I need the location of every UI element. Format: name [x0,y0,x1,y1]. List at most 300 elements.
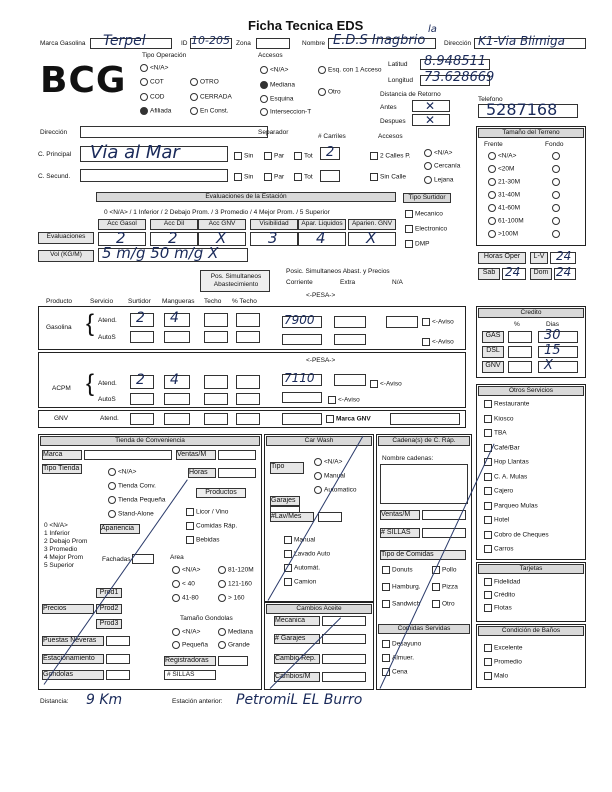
escala-item: 2 Debajo Prom [44,538,88,545]
tienda-fachadas-field[interactable] [132,554,154,564]
bano-condicion-item[interactable] [484,644,523,652]
cadena-sillas-field[interactable] [422,528,466,538]
bano-condicion-checkbox[interactable] [484,658,492,666]
eval-value: 4 [316,229,326,247]
otros-servicio-item[interactable] [484,531,549,539]
credito-dias-value: X [544,358,553,373]
accesos-na-opt[interactable]: <N/A> [424,149,452,157]
sab-value: 24 [505,265,521,279]
vol-value: 5 m/g 50 m/g X [102,244,219,262]
eval-col-header: Visibilidad [250,219,298,230]
cadena-nombre-label: Nombre cadenas: [382,455,434,462]
surtidor-electronico[interactable]: Electronico [405,225,447,233]
gas-surtidor-autos[interactable] [130,331,154,343]
terreno-fondo-option[interactable] [552,191,562,199]
otros-servicio-item[interactable] [484,516,509,524]
terreno-option-label: <N/A> [498,152,517,160]
head-pct-techo: % Techo [232,298,257,305]
tipo-operacion-label: Tipo Operación [142,52,187,59]
sillas-field[interactable]: # SILLAS [164,670,216,680]
eval-value: 2 [168,229,178,247]
escala-item: 1 Inferior [44,530,70,537]
acpm-pct-autos[interactable] [236,393,260,405]
gnv-precio[interactable] [282,413,322,425]
gas-autos-label: AutoS [98,334,116,341]
tienda-horas-field[interactable] [218,468,256,478]
fondo-radio[interactable] [552,230,560,238]
cadena-title: Cadena(s) de C. Ráp. [378,436,470,446]
tienda-ventas-field[interactable] [218,450,256,460]
gnv-surtidor[interactable] [130,413,154,425]
tienda-tipo-pequena[interactable]: Tienda Pequeña [108,496,165,504]
marca-gnv[interactable]: Marca GNV [326,415,371,423]
tarjeta-label: Fidelidad [494,578,521,586]
frente-label: Frente [484,141,503,148]
banos-title: Condición de Baños [478,626,584,636]
otros-servicio-item[interactable] [484,415,514,423]
frente-radio[interactable] [488,191,496,199]
eval-value: X [216,229,227,247]
gond-pequena[interactable]: Pequeña [172,641,208,649]
comida-donuts[interactable]: Donuts [382,566,413,574]
frente-radio[interactable] [488,178,496,186]
tarjeta-checkbox[interactable] [484,578,492,586]
latitud-value: 8.948511 [424,54,487,69]
acpm-label: ACPM [52,385,71,392]
accesos-esq-1-acceso[interactable]: Esq. con 1 Acceso [318,66,381,74]
bano-condicion-item[interactable] [484,672,508,680]
otros-servicio-checkbox[interactable] [484,487,492,495]
head-techo: Techo [204,298,222,305]
horas-oper-label: Horas Oper [478,252,526,264]
terreno-frente-option[interactable] [488,152,516,160]
credito-pct-field[interactable] [508,346,532,358]
comida-hamburg[interactable]: Hamburg. [382,583,421,591]
carriles-value: 2 [326,145,335,160]
escala-item: 4 Mejor Prom [44,554,84,561]
tarjetas-title: Tarjetas [478,564,584,574]
acpm-aviso[interactable]: <-Aviso [370,380,402,388]
zona-label: Zona [236,40,251,47]
otros-servicio-label: Cajero [494,487,514,495]
cadena-sillas-label: # SILLAS [380,528,420,538]
acpm-brace: { [86,370,95,397]
evaluaciones-row-label: Evaluaciones [38,232,94,244]
precio-na: N/A [392,279,403,286]
terreno-option-label: >100M [498,230,519,238]
gas-mang-autos[interactable] [164,331,190,343]
acpm-surtidor-autos[interactable] [130,393,154,405]
tipo-surtidor-header: Tipo Surtidor [403,193,451,203]
precio-extra: Extra [340,279,356,286]
carwash-tipo-label: Tipo [270,462,304,474]
eval-col-header: Acc GNV [198,219,246,230]
fondo-radio[interactable] [552,217,560,225]
servida-desayuno[interactable]: Desayuno [382,640,421,648]
marca-value: Terpel [103,33,146,49]
eval-value: 2 [116,229,126,247]
tienda-fachadas-label: Fachadas [102,556,131,563]
frente-radio[interactable] [488,217,496,225]
tienda-tipo-label: Tipo Tienda [42,464,82,474]
credito-title: Credito [478,308,584,318]
terreno-frente-option[interactable] [488,217,524,225]
puestas-neveras-label: Puestas Neveras [42,636,104,646]
otros-servicio-item[interactable] [484,545,514,553]
cambio-rep-label: Cambio Rep. [274,654,320,664]
evaluaciones-header: Evaluaciones de la Estación [96,192,396,202]
terreno-fondo-option[interactable] [552,230,562,238]
carwash-opt-manual[interactable]: Manual [284,536,315,544]
accesos-lejana[interactable]: Lejana [424,176,454,184]
nombre-extra: la [428,24,437,35]
frente-radio[interactable] [488,204,496,212]
registradoras-label: Registradoras [164,656,216,666]
tipo-op-afiliada[interactable]: Afiliada [140,107,171,115]
tamano-terreno-title: Tamaño del Terreno [478,128,584,138]
otros-servicio-label: Café/Bar [494,444,520,452]
otros-servicio-item[interactable] [484,400,529,408]
acpm-surtidor-value: 2 [136,372,145,388]
secundaria-field[interactable] [80,169,228,182]
area-121-160[interactable]: 121-160 [218,580,252,588]
tienda-bebidas[interactable]: Bebidas [186,536,220,544]
id-label: ID [181,40,188,47]
telefono-value: 5287168 [486,100,558,119]
dom-label: Dom [530,268,552,280]
secundaria-par[interactable]: Par [264,173,284,181]
otros-servicio-checkbox[interactable] [484,400,492,408]
tienda-tipo-na[interactable]: <N/A> [108,468,136,476]
principal-par[interactable]: Par [264,152,284,160]
escala-item: 0 <N/A> [44,522,68,529]
comida-pollo[interactable]: Pollo [432,566,456,574]
prod3-label: Prod3 [96,619,122,629]
terreno-option-label: <20M [498,165,515,173]
credito-row-label: DSL [482,346,504,358]
terreno-fondo-option[interactable] [552,217,562,225]
cadena-ventas-label: Ventas/M [380,510,420,520]
cambio-aceite-title: Cambios Aceite [266,604,372,614]
registradoras-field[interactable] [218,656,248,666]
servida-cena[interactable]: Cena [382,668,408,676]
gas-precio-extra[interactable] [334,316,366,328]
credito-dias-head: Dias [546,321,560,328]
tipo-op-na[interactable]: <N/A> [140,64,168,72]
tarjeta-item[interactable] [484,591,515,599]
gond-na[interactable]: <N/A> [172,628,200,636]
form-title: Ficha Tecnica EDS [248,18,364,33]
terreno-fondo-option[interactable] [552,165,562,173]
otros-servicio-checkbox[interactable] [484,516,492,524]
gnv-label: GNV [54,415,69,422]
accesos-esquina[interactable]: Esquina [260,95,294,103]
terreno-frente-option[interactable] [488,178,520,186]
mecanica-field[interactable] [322,616,366,626]
eval-value: X [366,229,377,247]
principal-label: C. Principal [38,151,72,158]
otros-servicio-item[interactable] [484,429,507,437]
acpm-precio-extra[interactable] [334,374,366,386]
precio-corriente: Corriente [286,279,313,286]
tipo-op-cod[interactable]: COD [140,93,164,101]
area-lt40[interactable]: < 40 [172,580,195,588]
precios-label: Precios [42,604,94,614]
otros-servicio-checkbox[interactable] [484,473,492,481]
gas-precio2-extra[interactable] [334,334,366,345]
fondo-radio[interactable] [552,152,560,160]
tam-gondolas-label: Tamaño Gondolas [180,615,233,622]
longitud-label: Longitud [388,77,413,84]
servida-almuerzo[interactable]: Almuer. [382,654,414,662]
accesos-na[interactable]: <N/A> [260,66,288,74]
terreno-frente-option[interactable] [488,165,514,173]
tipo-op-cot[interactable]: COT [140,78,164,86]
longitud-value: 73.628669 [424,70,495,85]
estacion-value: PetromiL EL Burro [236,692,363,708]
distancia-value: 9 Km [86,692,123,708]
estacionamiento-label: Estacionamiento [42,654,104,664]
frente-radio[interactable] [488,152,496,160]
fondo-radio[interactable] [552,191,560,199]
head-servicio: Servicio [90,298,114,305]
credito-pct-field[interactable] [508,331,532,343]
marca-gnv-field[interactable] [390,413,460,425]
gas-pct-atend[interactable] [236,313,260,327]
otros-servicio-label: Hop Llantas [494,458,529,466]
gas-precio-value: 7900 [284,313,315,327]
cadena-nombre-field[interactable] [380,464,468,504]
carwash-lavmes-label: #Lav/Mes [270,512,314,522]
otros-servicio-label: Hotel [494,516,510,524]
zona-field[interactable] [256,38,290,49]
secundaria-sin[interactable]: Sin [234,173,253,181]
area-81-120[interactable]: 81-120M [218,566,254,574]
tarjeta-item[interactable] [484,604,512,612]
dos-calles-p[interactable]: 2 Calles P. [370,152,411,160]
tienda-marca-field[interactable] [84,450,172,460]
terreno-option-label: 61-100M [498,217,524,225]
head-surtidor: Surtidor [128,298,151,305]
escala-item: 3 Promedio [44,546,78,553]
gnv-techo[interactable] [204,413,228,425]
pos-sim-label: Pos. Simultaneos Abastecimiento [210,273,262,288]
gas-aviso2[interactable]: <-Aviso [422,338,454,346]
carwash-opt-lavado[interactable]: Lavado Auto [284,550,330,558]
garajes-field[interactable] [322,634,366,644]
distancia-label: Distancia: [40,698,69,705]
surtidor-mecanico[interactable]: Mecanico [405,210,443,218]
carwash-title: Car Wash [266,436,372,446]
sab-label: Sab [478,268,500,280]
tienda-licor[interactable]: Licor / Vino [186,508,228,516]
tipo-op-en-const[interactable]: En Const. [190,107,229,115]
tienda-comidas[interactable]: Comidas Ráp. [186,522,237,530]
comidas-servidas-label: Comidas Servidas [378,624,470,634]
carwash-garajes-label: Garajes [270,496,300,506]
accesos-mediana[interactable]: Mediana [260,81,295,89]
fondo-radio[interactable] [552,204,560,212]
terreno-option-label: 31-40M [498,191,521,199]
despues-x: ✕ [425,113,436,127]
area-41-80[interactable]: 41-80 [172,594,199,602]
otros-servicio-item[interactable] [484,502,538,510]
nombre-value: E.D.S Inagbrio [333,33,426,48]
acpm-precio-value: 7110 [284,371,315,385]
terreno-frente-option[interactable] [488,204,520,212]
comida-pizza[interactable]: Pizza [432,583,458,591]
otros-servicio-checkbox[interactable] [484,531,492,539]
carwash-opt-automat[interactable]: Automát. [284,564,320,572]
acpm-techo-autos[interactable] [204,393,228,405]
acpm-mang-value: 4 [170,372,179,388]
accesos-cercania[interactable]: Cercanía [424,162,460,170]
carwash-auto[interactable]: Automatico [314,486,357,494]
estacionamiento-field[interactable] [106,654,130,664]
terreno-fondo-option[interactable] [552,178,562,186]
gas-techo-autos[interactable] [204,331,228,343]
gnv-mang[interactable] [164,413,190,425]
area-na[interactable]: <N/A> [172,566,200,574]
gondolas-label: Gondolas [42,670,104,680]
gas-surtidor-value: 2 [136,310,145,326]
tarjeta-item[interactable] [484,578,520,586]
tienda-tipo-conv[interactable]: Tienda Conv. [108,482,156,490]
frente-radio[interactable] [488,165,496,173]
bano-condicion-label: Malo [494,672,509,680]
tarjeta-label: Flotas [494,604,512,612]
cambio-rep-field[interactable] [322,654,366,664]
otros-servicio-item[interactable] [484,458,529,466]
carwash-manual[interactable]: Manual [314,472,345,480]
gas-techo-atend[interactable] [204,313,228,327]
gas-precio-na[interactable] [386,316,418,328]
fondo-radio[interactable] [552,178,560,186]
gas-aviso[interactable]: <-Aviso [422,318,454,326]
gond-grande[interactable]: Grande [218,641,250,649]
principal-tot[interactable]: Tot [294,152,313,160]
comida-sandwich[interactable]: Sandwich [382,600,420,608]
otros-servicio-label: Parqueo Mulas [494,502,538,510]
acpm-aviso2[interactable]: <-Aviso [328,396,360,404]
estacion-label: Estación anterior: [172,698,223,705]
carwash-lavmes-field[interactable] [318,512,342,522]
id-value: 10-205 [191,34,230,47]
gasolina-brace: { [86,310,95,337]
secundaria-label: C. Secund. [38,173,71,180]
tienda-tipo-stand[interactable]: Stand-Alone [108,510,154,518]
evaluaciones-scale: 0 <N/A> / 1 Inferior / 2 Debajo Prom. / 3 Promedio / 4 Mejor Prom. / 5 Superior [104,209,330,216]
bano-condicion-checkbox[interactable] [484,672,492,680]
surtidor-dmp[interactable]: DMP [405,240,429,248]
terreno-frente-option[interactable] [488,230,518,238]
accesos-otro[interactable]: Otro [318,88,341,96]
carwash-opt-camion[interactable]: Camion [284,578,316,586]
direccion-label: Dirección [40,129,68,136]
terreno-option-label: 41-60M [498,204,521,212]
tarjeta-checkbox[interactable] [484,591,492,599]
terreno-fondo-option[interactable] [552,152,562,160]
comida-otro[interactable]: Otro [432,600,455,608]
acpm-atend-label: Atend. [98,380,117,387]
vol-label: Vol (KG/M) [38,250,94,262]
tarjeta-label: Crédito [494,591,515,599]
tipo-op-otro[interactable]: OTRO [190,78,219,86]
acpm-techo-atend[interactable] [204,375,228,389]
principal-value: Via al Mar [90,142,180,163]
sin-calle[interactable]: Sin Calle [370,173,406,181]
accesos-label: Accesos [258,52,283,59]
dir-label: Dirección [444,40,472,47]
head-mangueras: Mangueras [162,298,195,305]
gond-mediana[interactable]: Mediana [218,628,253,636]
tarjeta-checkbox[interactable] [484,604,492,612]
secundaria-tot[interactable]: Tot [294,173,313,181]
tipo-op-cerrada[interactable]: CERRADA [190,93,232,101]
cambios-m-label: Cambios/M [274,672,320,682]
terreno-option-label: 21-30M [498,178,521,186]
lv-label: L-V [530,252,548,264]
otros-servicio-checkbox[interactable] [484,502,492,510]
otros-servicio-checkbox[interactable] [484,545,492,553]
terreno-fondo-option[interactable] [552,204,562,212]
terreno-frente-option[interactable] [488,191,520,199]
eval-col-header: Apar. Liquidos [298,219,346,230]
bano-condicion-checkbox[interactable] [484,644,492,652]
otros-servicio-item[interactable] [484,487,513,495]
puestas-neveras-field[interactable] [106,636,130,646]
gondolas-field[interactable] [106,670,130,680]
gas-precio2-corriente[interactable] [282,334,322,345]
eval-value: 3 [268,229,278,247]
frente-radio[interactable] [488,230,496,238]
prod1-label: Prod1 [96,588,122,598]
area-gt160[interactable]: > 160 [218,594,244,602]
gas-pct-autos[interactable] [236,331,260,343]
otros-servicio-checkbox[interactable] [484,429,492,437]
carriles-label: # Carriles [318,133,346,140]
carriles2-field[interactable] [320,170,340,182]
acpm-precio2[interactable] [282,392,322,403]
gasolina-label: Gasolina [46,324,72,331]
gnv-pct[interactable] [236,413,260,425]
head-producto: Producto [46,298,73,305]
direccion-field[interactable] [80,126,268,138]
mecanica-label: Mecanica [274,616,320,626]
cambios-m-field[interactable] [322,672,366,682]
fondo-radio[interactable] [552,165,560,173]
otros-servicios-title: Otros Servicios [478,386,584,396]
otros-servicio-item[interactable] [484,473,527,481]
fondo-label: Fondo [545,141,564,148]
principal-sin[interactable]: Sin [234,152,253,160]
nombre-label: Nombre [302,40,326,47]
credito-row-label: GAS [482,331,504,343]
credito-pct-field[interactable] [508,361,532,373]
accesos-interseccion[interactable]: Interseccion-T [260,108,311,116]
eval-col-header: Acc Dil [150,219,198,230]
carwash-na[interactable]: <N/A> [314,458,342,466]
dist-retorno-label: Distancia de Retorno [380,91,441,98]
acpm-pct-atend[interactable] [236,375,260,389]
despues-label: Despues [380,118,406,125]
gas-mang-value: 4 [170,310,179,326]
bano-condicion-item[interactable] [484,658,522,666]
tienda-title: Tienda de Conveniencia [40,436,260,446]
acpm-mang-autos[interactable] [164,393,190,405]
tienda-area-label: Area [170,554,184,561]
otros-servicio-checkbox[interactable] [484,415,492,423]
